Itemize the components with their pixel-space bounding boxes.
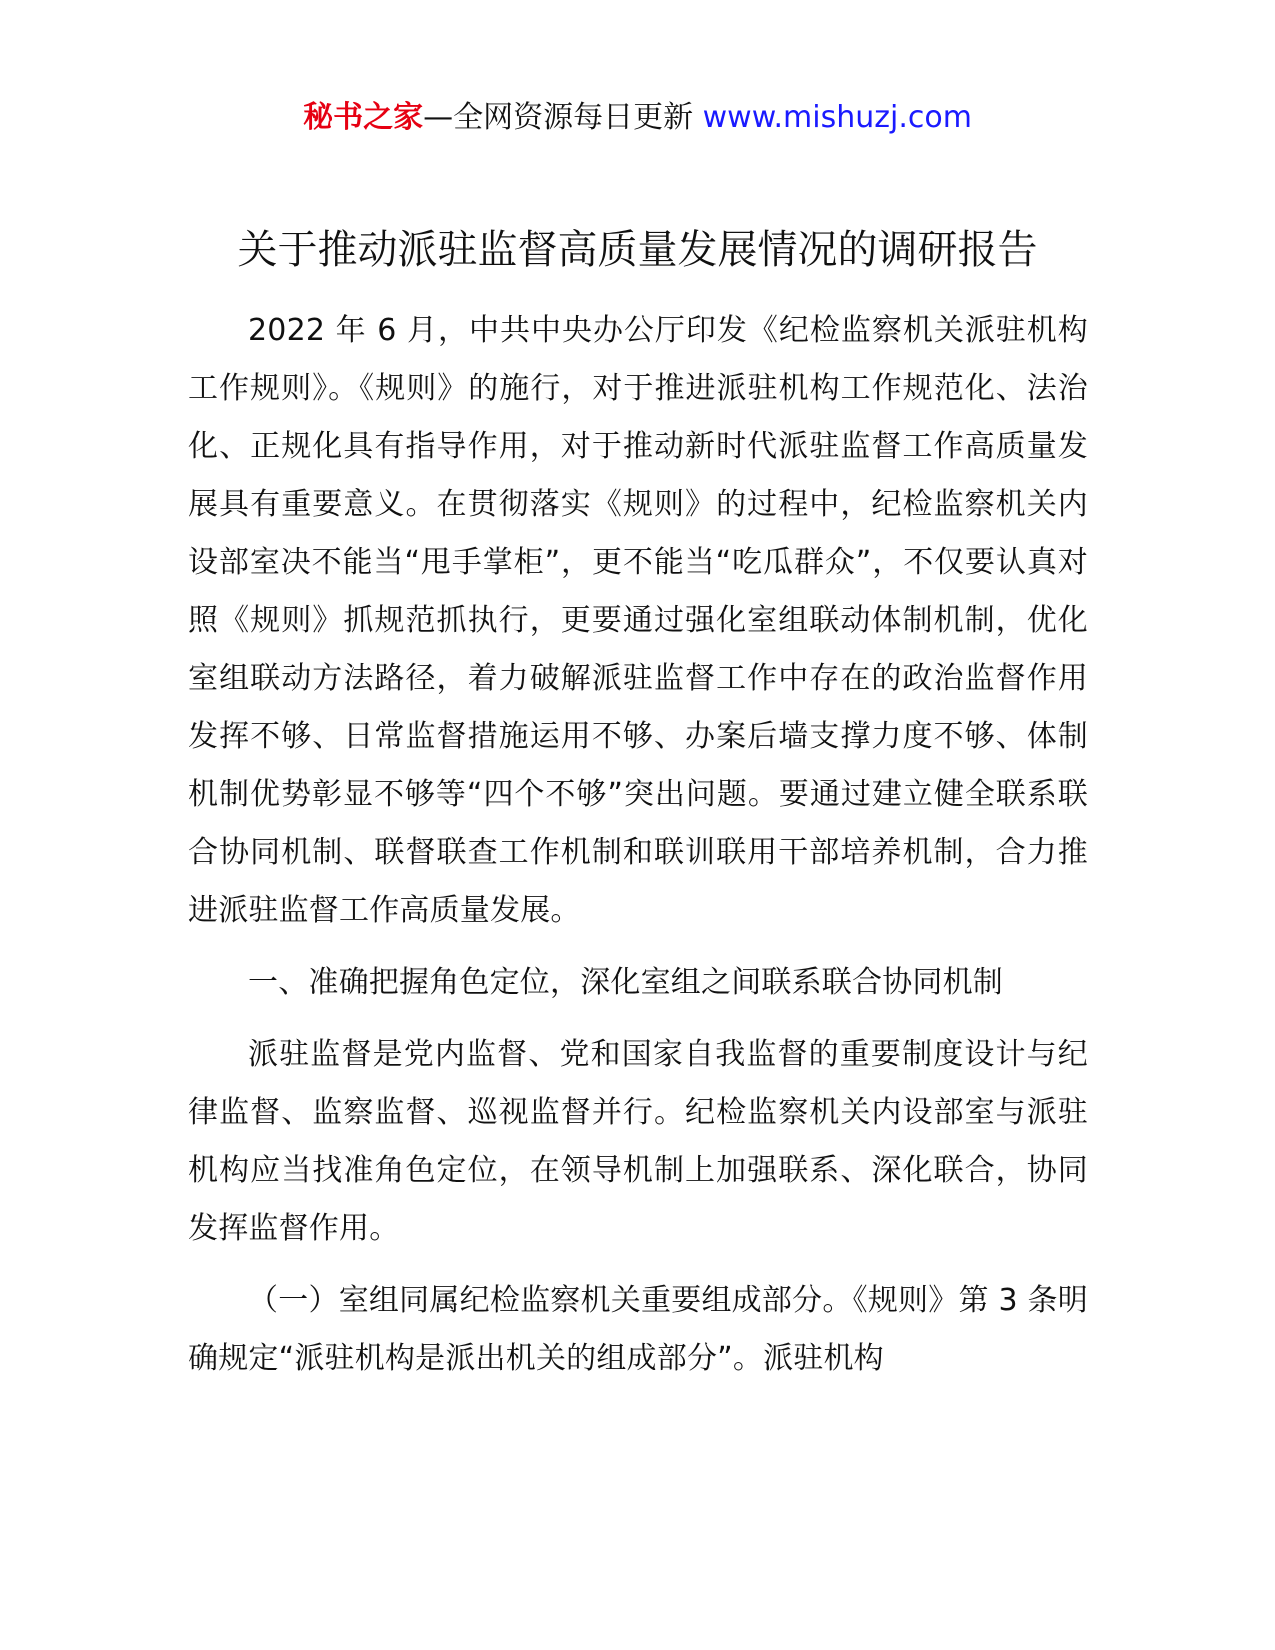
document-title: 关于推动派驻监督高质量发展情况的调研报告 (237, 227, 1038, 273)
document-body (188, 302, 1088, 1388)
header-tagline: —全网资源每日更新 (423, 100, 694, 135)
site-url-link[interactable]: www.mishuzj.com (702, 100, 972, 135)
paragraph-section-1: 派驻监督是党内监督、党和国家自我监督的重要制度设计与纪律监督、监察监督、巡视监督并行。纪检监察机关内设部室与派驻机构应当找准角色定位，在领导机制上加强联系、深化联合，协同发挥监督作用。 (188, 1037, 1088, 1246)
paragraph-subsection-1: （一）室组同属纪检监察机关重要组成部分。《规则》第 3 条明确规定“派驻机构是派出机关的组成部分”。派驻机构 (188, 1283, 1088, 1376)
paragraph-intro: 2022 年 6 月，中共中央办公厅印发《纪检监察机关派驻机构工作规则》。《规则》的施行，对于推进派驻机构工作规范化、法治化、正规化具有指导作用，对于推动新时代派驻监督工作高质量发展具有重要意义。在贯彻落实《规则》的过程中，纪检监察机关内设部室决不能当“甩手掌柜”，更不能当“吃瓜群众”，不仅要认真对照《规则》抓规范抓执行，更要通过强化室组联动体制机制，优化室组联动方法路径，着力破解派驻监督工作中存在的政治监督作用发挥不够、日常监督措施运用不够、办案后墙支撑力度不够、体制机制优势彰显不够等“四个不够”突出问题。要通过建立健全联系联合协同机制、联督联查工作机制和联训联用干部培养机制，合力推进派驻监督工作高质量发展。 (188, 313, 1088, 928)
section-heading-1: 一、准确把握角色定位，深化室组之间联系联合协同机制 (248, 965, 1003, 1000)
site-header (0, 98, 1275, 138)
brand-name: 秘书之家 (303, 100, 424, 135)
